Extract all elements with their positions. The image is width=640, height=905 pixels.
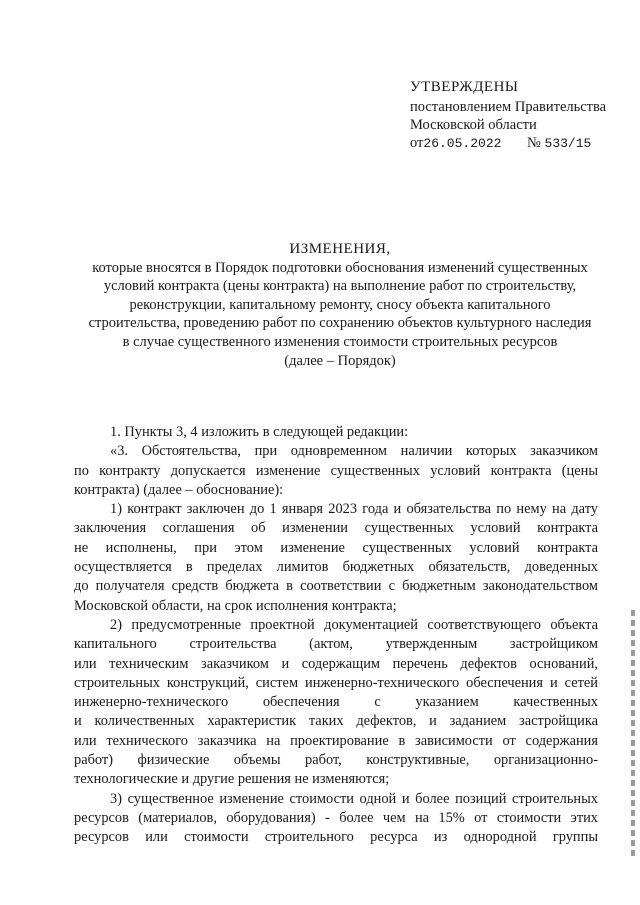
heading-line: реконструкции, капитальному ремонту, сносу объекта капитального	[129, 296, 551, 313]
body-line: 1. Пункты 3, 4 изложить в следующей редакции:	[110, 424, 409, 440]
body-line: «3. Обстоятельства, при одновременном наличии которых заказчиком	[110, 443, 598, 460]
approval-date-line	[410, 134, 620, 153]
body-line: до получателя средств бюджета в соответствии с бюджетным законодательством	[74, 578, 598, 595]
body-line: 2) предусмотренные проектной документацией соответствующего объекта	[110, 616, 598, 633]
number-prefix: №	[527, 135, 541, 151]
body-line: заключения соглашения об изменении существенных условий контракта	[74, 520, 598, 537]
heading-line: в случае существенного изменения стоимости строительных ресурсов	[122, 333, 558, 350]
body-line: инженерно-технического обеспечения с указанием качественных	[74, 694, 598, 711]
body-line: контракта) (далее – обоснование):	[74, 481, 284, 498]
heading-line: которые вносятся в Порядок подготовки обоснования изменений существенных	[92, 259, 588, 276]
body-line: или техническим заказчиком и содержащим перечень дефектов оснований,	[74, 655, 598, 672]
body-line: осуществляется в пределах лимитов бюджетных обязательств, доведенных	[74, 559, 598, 576]
body-line: 1) контракт заключен до 1 января 2023 года и обязательства по нему на дату	[110, 501, 598, 518]
body-line: не исполнены, при этом изменение существенных условий контракта	[74, 539, 598, 556]
heading-line: (далее – Порядок)	[284, 352, 396, 369]
heading-line: условий контракта (цены контракта) на выполнение работ по строительству,	[103, 278, 577, 295]
body-line: капитального строительства (актом, утвержденным застройщиком	[74, 636, 598, 653]
body-line: 3) существенное изменение стоимости одной и более позиций строительных	[110, 790, 598, 807]
approval-stamp	[410, 78, 620, 153]
body-line: технологические и другие решения не изменяются;	[74, 771, 390, 788]
body-line: Московской области, на срок исполнения контракта;	[74, 597, 397, 614]
approval-line-1: постановлением Правительства	[410, 99, 607, 115]
approval-number: 533/15	[544, 136, 592, 151]
document-body	[74, 423, 598, 848]
heading-title: ИЗМЕНЕНИЯ,	[289, 241, 391, 257]
body-line: ресурсов (материалов, оборудования) - более чем на 15% от стоимости этих	[74, 809, 598, 826]
date-prefix: от	[410, 135, 424, 151]
scan-edge-mark	[631, 610, 637, 870]
body-line: или технического заказчика на проектирование в зависимости от содержания	[74, 732, 598, 749]
heading-line: строительства, проведению работ по сохранению объектов культурного наследия	[88, 315, 592, 332]
body-line: по контракту допускается изменение существенных условий контракта (цены	[74, 462, 598, 479]
approval-line-2: Московской области	[410, 117, 537, 133]
body-line: работ) физические объемы работ, конструктивные, организационно-	[74, 752, 598, 769]
body-line: ресурсов или стоимости строительного ресурса из однородной группы	[74, 829, 598, 846]
approval-title: УТВЕРЖДЕНЫ	[410, 79, 519, 95]
document-heading	[70, 240, 610, 370]
approval-date: 26.05.2022	[423, 136, 502, 151]
body-line: строительных конструкций, систем инженерно-технического обеспечения и сетей	[74, 674, 598, 691]
body-line: и количественных характеристик таких дефектов, и заданием застройщика	[74, 713, 598, 730]
